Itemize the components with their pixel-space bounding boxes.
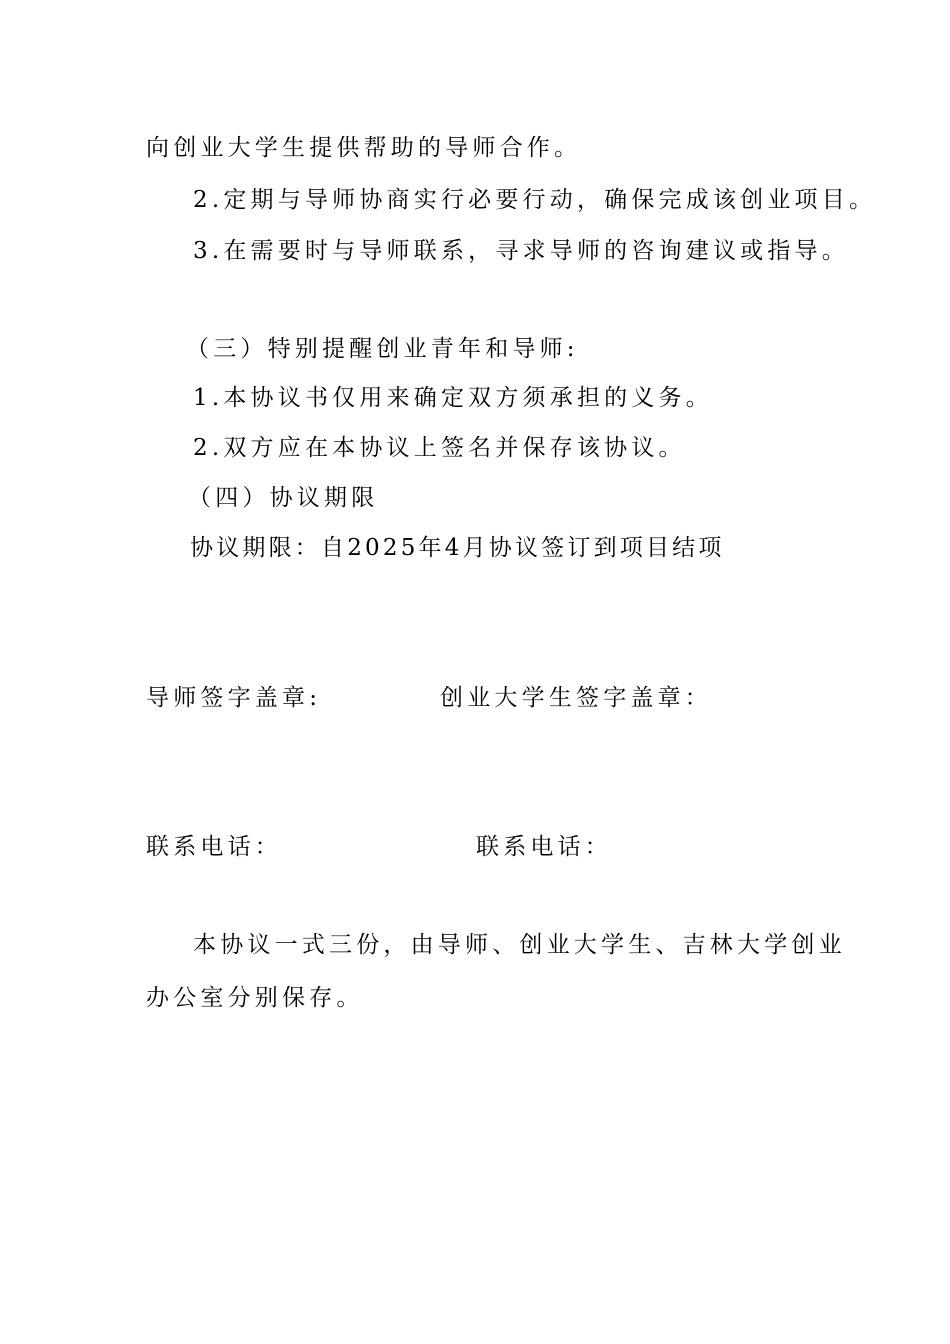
section-three-item: 1.本协议书仅用来确定双方须承担的义务。 <box>193 385 713 411</box>
mentor-signature-label: 导师签字盖章: <box>146 685 322 711</box>
mentor-phone-label: 联系电话： <box>146 834 282 860</box>
student-phone-label: 联系电话： <box>476 834 612 860</box>
student-duty-item: 2.定期与导师协商实行必要行动，确保完成该创业项目。 <box>193 187 877 213</box>
closing-note-line: 本协议一式三份，由导师、创业大学生、吉林大学创业 <box>193 932 846 958</box>
section-four-heading: （四）协议期限 <box>188 485 379 511</box>
closing-note-line: 办公室分别保存。 <box>146 985 364 1011</box>
paragraph-continuation: 向创业大学生提供帮助的导师合作。 <box>146 135 582 161</box>
student-duty-item: 3.在需要时与导师联系，寻求导师的咨询建议或指导。 <box>193 238 849 264</box>
section-three-item: 2.双方应在本协议上签名并保存该协议。 <box>193 435 686 461</box>
student-signature-label: 创业大学生签字盖章： <box>440 685 712 711</box>
agreement-term-text: 协议期限：自2025年4月协议签订到项目结项 <box>190 535 725 561</box>
section-three-heading: （三）特别提醒创业青年和导师: <box>186 336 579 362</box>
